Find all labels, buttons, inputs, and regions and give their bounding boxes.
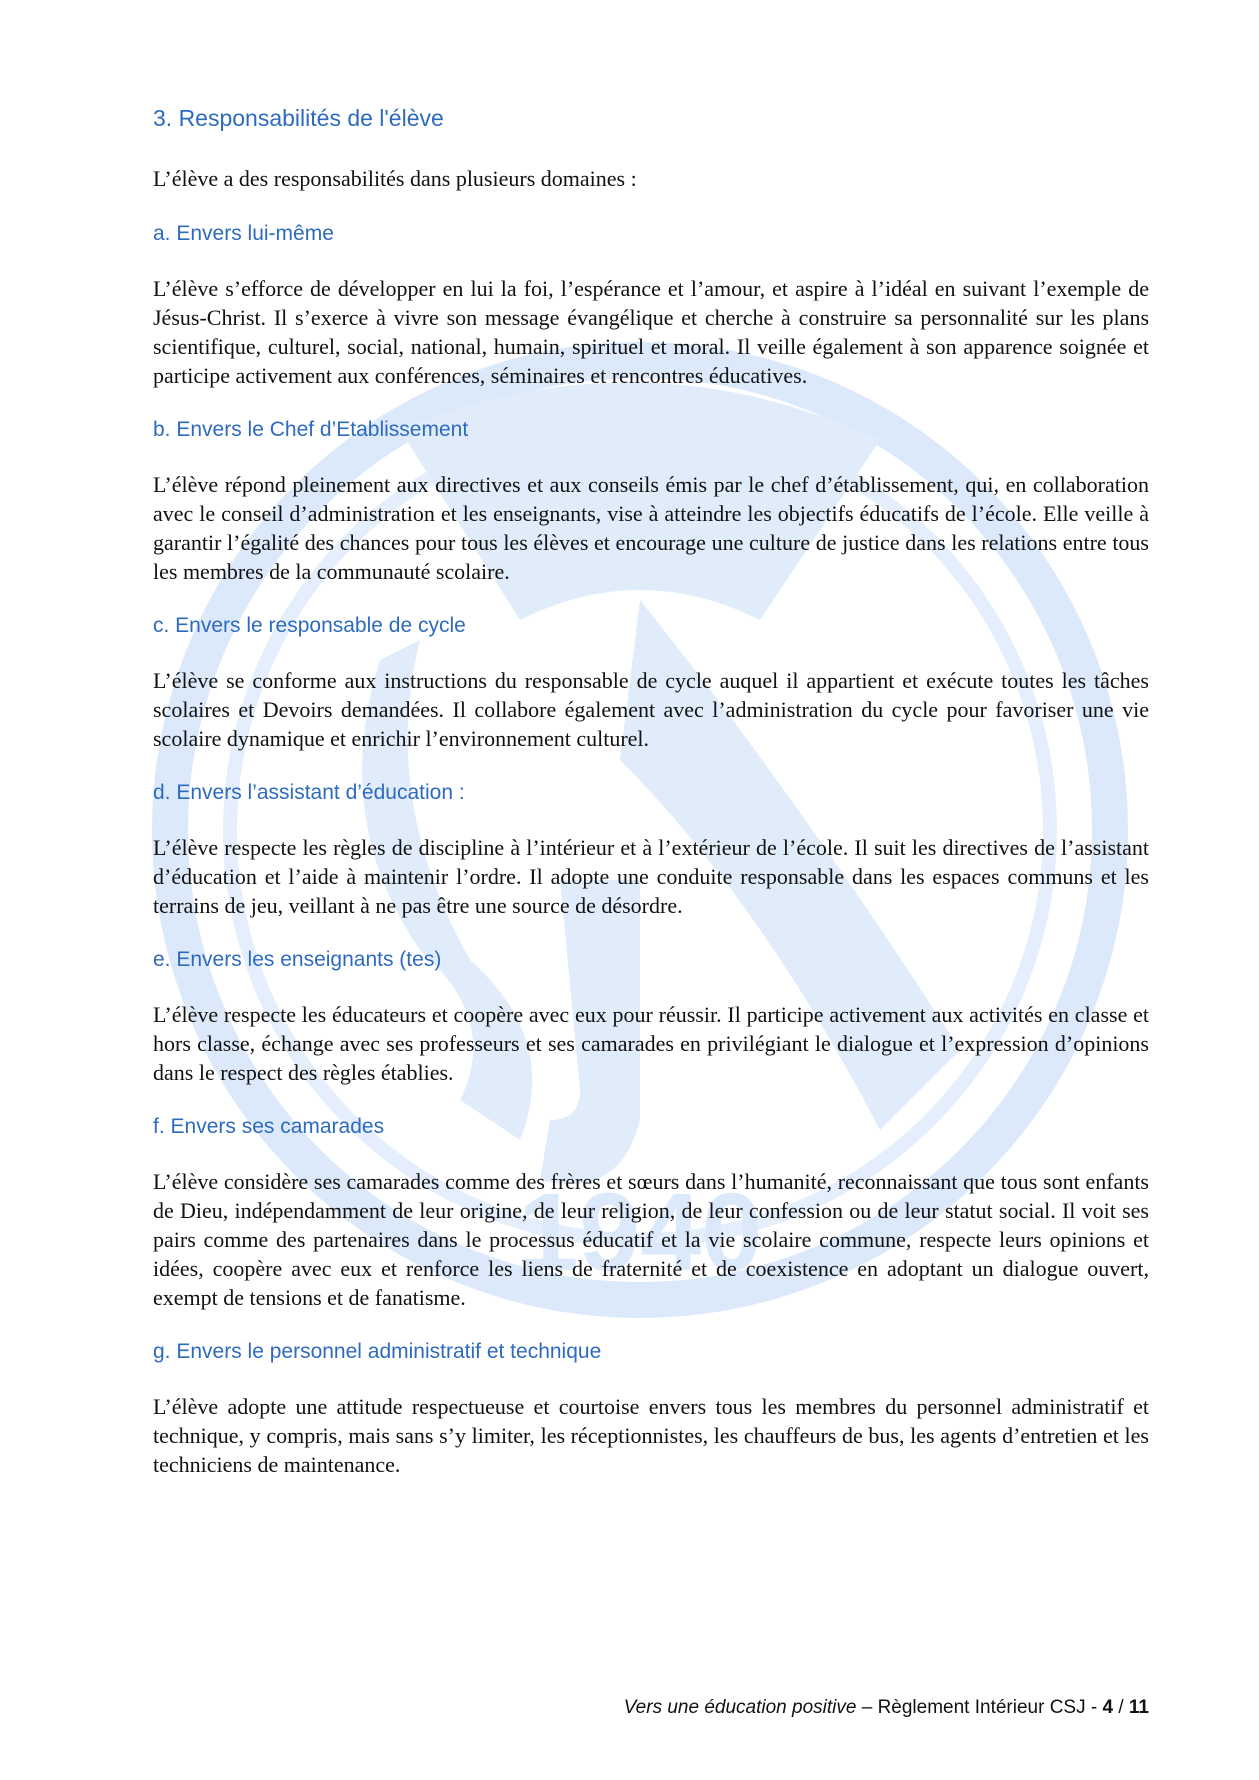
- page-footer: [624, 1697, 1149, 1719]
- subsection-title-f: f. Envers ses camarades: [153, 1115, 385, 1138]
- footer-separator: –: [856, 1697, 878, 1718]
- watermark-year: 1940: [517, 1171, 763, 1294]
- subsection-text-e: L’élève respecte les éducateurs et coopère avec eux pour réussir. Il participe activement aux activités en classe et hors classe, échange avec ses professeurs et ses camarades en privilégiant le dialogue et l’expression d’opinions dans le respect des règles établies.: [153, 1002, 1149, 1085]
- subsection-title-c: c. Envers le responsable de cycle: [153, 614, 466, 637]
- subsection-text-a: L’élève s’efforce de développer en lui la foi, l’espérance et l’amour, et aspire à l’idéal en suivant l’exemple de Jésus-Christ. Il s’exerce à vivre son message évangélique et cherche à construire sa personnalité sur les plans scientifique, culturel, social, national, humain, spirituel et moral. Il veille également à son apparence soignée et participe activement aux conférences, séminaires et rencontres éducatives.: [153, 276, 1149, 388]
- subsection-title-e: e. Envers les enseignants (tes): [153, 948, 442, 971]
- section-title: 3. Responsabilités de l'élève: [153, 105, 444, 131]
- footer-page-total: 11: [1128, 1697, 1149, 1718]
- footer-doc-name: Règlement Intérieur CSJ -: [877, 1697, 1103, 1718]
- subsection-text-c: L’élève se conforme aux instructions du responsable de cycle auquel il appartient et exécute toutes les tâches scolaires et Devoirs demandées. Il collabore également avec l’administration du cycle pour favoriser une vie scolaire dynamique et enrichir l’environnement culturel.: [153, 668, 1149, 751]
- footer-page-separator: /: [1113, 1697, 1129, 1718]
- subsection-title-b: b. Envers le Chef d’Etablissement: [153, 418, 469, 441]
- subsection-text-b: L’élève répond pleinement aux directives et aux conseils émis par le chef d’établissement, qui, en collaboration avec le conseil d’administration et les enseignants, vise à atteindre les objectifs éducatifs de l’école. Elle veille à garantir l’égalité des chances pour tous les élèves et encourage une culture de justice dans les relations entre tous les membres de la communauté scolaire.: [153, 472, 1149, 584]
- intro-text: L’élève a des responsabilités dans plusieurs domaines :: [153, 166, 637, 191]
- subsection-title-g: g. Envers le personnel administratif et technique: [153, 1340, 602, 1363]
- subsection-text-g: L’élève adopte une attitude respectueuse et courtoise envers tous les membres du personnel administratif et technique, y compris, mais sans s’y limiter, les réceptionnistes, les chauffeurs de bus, les agents d’entretien et les techniciens de maintenance.: [153, 1394, 1149, 1477]
- footer-page-current: 4: [1102, 1697, 1114, 1718]
- subsection-title-a: a. Envers lui-même: [153, 222, 334, 245]
- footer-motto: Vers une éducation positive: [623, 1697, 857, 1718]
- subsection-title-d: d. Envers l’assistant d’éducation :: [153, 781, 465, 804]
- subsection-text-d: L’élève respecte les règles de discipline à l’intérieur et à l’extérieur de l’école. Il suit les directives de l’assistant d’éducation et l’aide à maintenir l’ordre. Il adopte une conduite responsable dans les espaces communs et les terrains de jeu, veillant à ne pas être une source de désordre.: [153, 835, 1149, 918]
- subsection-text-f: L’élève considère ses camarades comme des frères et sœurs dans l’humanité, reconnaissant que tous sont enfants de Dieu, indépendamment de leur origine, de leur religion, de leur confession ou de leur statut social. Il voit ses pairs comme des partenaires dans le processus éducatif et la vie scolaire commune, respecte leurs opinions et idées, coopère avec eux et renforce les liens de fraternité et de coexistence en adoptant un dialogue ouvert, exempt de tensions et de fanatisme.: [153, 1169, 1149, 1310]
